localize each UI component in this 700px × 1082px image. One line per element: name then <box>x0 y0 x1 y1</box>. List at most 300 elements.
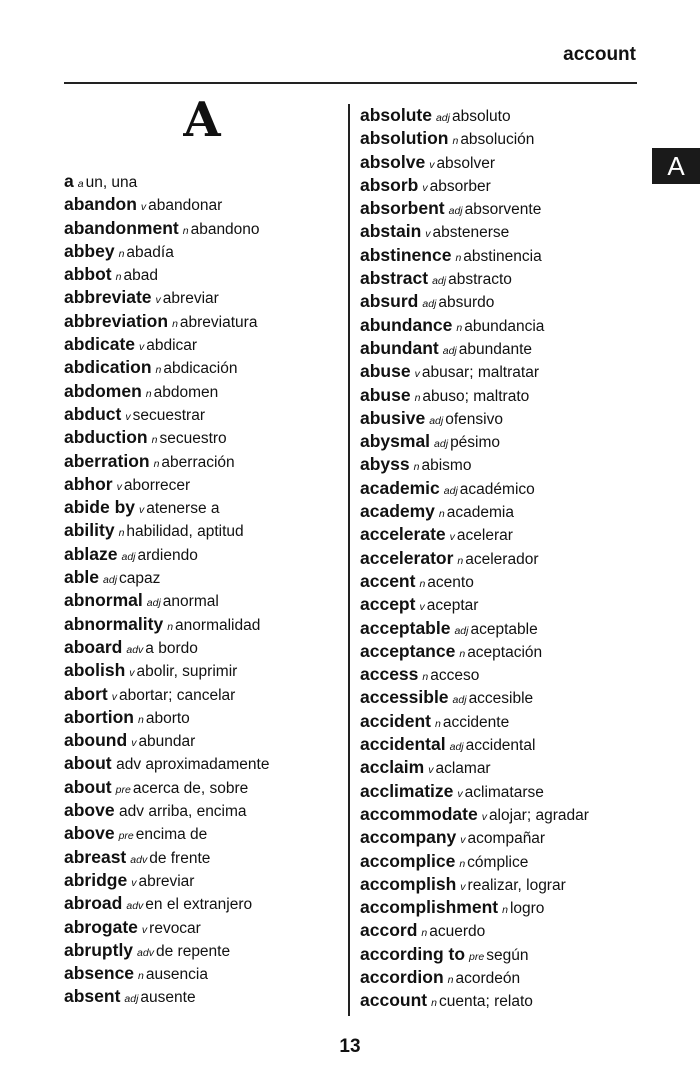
dictionary-entry <box>360 430 650 453</box>
headword: aboard <box>64 636 123 657</box>
translation: abandono <box>190 220 260 238</box>
translation: cuenta; relato <box>438 993 533 1011</box>
translation: alojar; agradar <box>488 806 589 824</box>
part-of-speech: n <box>419 577 426 590</box>
headword: about <box>64 776 112 797</box>
translation: aclimatarse <box>464 783 544 801</box>
translation: aceptación <box>467 643 543 661</box>
dictionary-entry <box>360 780 650 803</box>
part-of-speech: v <box>155 294 161 307</box>
translation: adv aproximadamente <box>116 756 270 774</box>
dictionary-entry <box>360 360 650 383</box>
dictionary-entry <box>64 286 344 309</box>
part-of-speech: adv <box>137 946 154 959</box>
part-of-speech: adv <box>126 900 144 913</box>
headword: ablaze <box>64 543 118 564</box>
headword: absolution <box>360 128 449 149</box>
part-of-speech: n <box>138 970 144 983</box>
part-of-speech: n <box>118 247 125 260</box>
headword: abruptly <box>64 939 134 960</box>
headword: according to <box>360 943 466 964</box>
headword: absolve <box>360 151 426 172</box>
part-of-speech: adj <box>443 484 458 497</box>
part-of-speech: v <box>428 764 434 777</box>
dictionary-entry <box>64 543 344 566</box>
translation: cómplice <box>467 853 529 871</box>
dictionary-entry <box>64 636 344 659</box>
headword: accommodate <box>360 803 478 824</box>
translation: aceptable <box>470 620 538 638</box>
headword: absent <box>64 986 121 1007</box>
part-of-speech: adj <box>448 205 463 218</box>
dictionary-entry <box>360 500 650 523</box>
headword: abdomen <box>64 380 142 401</box>
headword: abuse <box>360 361 411 382</box>
translation: abdomen <box>153 383 219 401</box>
translation: ofensivo <box>445 410 503 428</box>
headword: abdication <box>64 357 152 378</box>
part-of-speech: n <box>153 457 160 470</box>
dictionary-entry <box>360 756 650 779</box>
headword: accelerate <box>360 524 446 545</box>
headword: abide by <box>64 497 135 518</box>
part-of-speech: n <box>438 508 445 521</box>
part-of-speech: adj <box>103 574 118 587</box>
dictionary-entry <box>360 290 650 313</box>
headword: abuse <box>360 384 411 405</box>
part-of-speech: v <box>429 158 435 171</box>
part-of-speech: n <box>421 927 428 940</box>
dictionary-entry <box>360 733 650 756</box>
translation: acceso <box>430 667 480 685</box>
dictionary-entry <box>64 659 344 682</box>
translation: abortar; cancelar <box>119 686 236 704</box>
headword: accomplice <box>360 850 456 871</box>
translation: abreviatura <box>179 313 258 331</box>
translation: aborrecer <box>123 476 191 494</box>
dictionary-entry <box>64 613 344 636</box>
headword: absence <box>64 963 135 984</box>
headword: abbey <box>64 240 115 261</box>
right-column <box>360 104 650 1013</box>
headword: abbreviate <box>64 287 152 308</box>
dictionary-entry <box>360 151 650 174</box>
headword: abundant <box>360 337 439 358</box>
headword: abhor <box>64 473 113 494</box>
translation: acuerdo <box>429 923 486 941</box>
translation: absolver <box>436 154 496 172</box>
part-of-speech: a <box>77 178 84 190</box>
dictionary-entry <box>64 473 344 496</box>
translation: accidental <box>465 737 536 755</box>
headword: absorb <box>360 174 419 195</box>
dictionary-entry <box>64 450 344 473</box>
translation: adv arriba, encima <box>119 803 247 821</box>
part-of-speech: n <box>459 647 466 660</box>
translation: abreviar <box>138 872 195 890</box>
page-number: 13 <box>339 1036 361 1057</box>
headword: abyss <box>360 454 410 475</box>
dictionary-entry <box>64 916 344 939</box>
translation: abolir, suprimir <box>136 663 238 681</box>
translation: acento <box>427 573 474 591</box>
translation: aborto <box>145 709 190 727</box>
dictionary-entry <box>360 197 650 220</box>
part-of-speech: n <box>456 321 463 334</box>
part-of-speech: v <box>125 410 131 423</box>
headword: abandonment <box>64 217 179 238</box>
dictionary-entry <box>360 477 650 500</box>
part-of-speech: v <box>141 923 148 936</box>
translation: académico <box>459 480 535 498</box>
dictionary-entry <box>360 104 650 127</box>
part-of-speech: pre <box>115 783 131 796</box>
part-of-speech: v <box>111 690 117 703</box>
translation: acordeón <box>455 969 521 987</box>
headword: abundance <box>360 314 453 335</box>
part-of-speech: n <box>452 135 459 148</box>
translation: abandonar <box>148 197 223 215</box>
translation: abstenerse <box>432 224 510 242</box>
headword: abroad <box>64 893 123 914</box>
dictionary-entry <box>360 966 650 989</box>
headword: abdicate <box>64 334 135 355</box>
translation: según <box>486 946 529 964</box>
headword: absolute <box>360 105 432 125</box>
dictionary-entry <box>64 333 344 356</box>
translation: acelerar <box>456 527 513 545</box>
part-of-speech: v <box>460 834 466 847</box>
translation: pésimo <box>450 434 501 452</box>
headword: accident <box>360 710 431 731</box>
translation: ardiendo <box>137 546 198 564</box>
headword: above <box>64 800 115 821</box>
section-letter: A <box>183 92 221 148</box>
dictionary-entry <box>360 873 650 896</box>
translation: capaz <box>119 570 161 588</box>
dictionary-entry <box>360 407 650 430</box>
translation: abundante <box>458 340 533 358</box>
headword: accomplish <box>360 873 457 894</box>
dictionary-entry <box>64 356 344 379</box>
headword: access <box>360 664 419 685</box>
dictionary-entry <box>64 217 344 240</box>
part-of-speech: n <box>413 461 420 474</box>
headword: abnormal <box>64 590 143 611</box>
headword: abreast <box>64 846 127 867</box>
part-of-speech: n <box>455 251 462 264</box>
part-of-speech: n <box>118 527 125 540</box>
translation: absorber <box>429 177 491 195</box>
translation: a bordo <box>145 639 198 657</box>
translation: encima de <box>135 826 208 844</box>
translation: de frente <box>149 849 211 867</box>
left-column <box>64 170 344 1009</box>
dictionary-entry <box>64 380 344 403</box>
headword: abolish <box>64 660 126 681</box>
part-of-speech: adj <box>422 298 437 311</box>
headword: abstinence <box>360 244 452 265</box>
translation: academia <box>446 504 514 522</box>
headword: abusive <box>360 407 426 428</box>
headword: acclimatize <box>360 780 454 801</box>
headword: accidental <box>360 734 446 755</box>
dictionary-entry <box>64 962 344 985</box>
dictionary-entry <box>360 919 650 942</box>
part-of-speech: v <box>131 876 137 889</box>
headword: account <box>360 990 428 1011</box>
translation: abstinencia <box>463 247 542 265</box>
part-of-speech: n <box>435 717 441 730</box>
headword: acclaim <box>360 757 425 778</box>
dictionary-entry <box>360 803 650 826</box>
part-of-speech: v <box>481 810 487 823</box>
part-of-speech: adj <box>452 694 467 707</box>
translation: abstracto <box>448 271 512 289</box>
translation: abundancia <box>464 317 545 335</box>
part-of-speech: v <box>139 504 145 517</box>
part-of-speech: v <box>425 228 431 241</box>
headword: abduction <box>64 427 148 448</box>
dictionary-entry <box>64 263 344 286</box>
guide-word: account <box>563 44 636 65</box>
headword: accordion <box>360 966 444 987</box>
headword: a <box>64 171 74 191</box>
translation: secuestro <box>159 430 227 448</box>
part-of-speech: n <box>145 387 152 400</box>
headword: abandon <box>64 194 137 215</box>
part-of-speech: v <box>116 480 122 493</box>
part-of-speech: adj <box>124 993 139 1006</box>
part-of-speech: v <box>460 880 466 893</box>
part-of-speech: n <box>414 391 421 404</box>
part-of-speech: adj <box>429 414 444 427</box>
translation: aclamar <box>435 760 491 778</box>
translation: abuso; maltrato <box>422 387 530 405</box>
translation: secuestrar <box>132 406 205 424</box>
translation: anormal <box>162 593 219 611</box>
header-rule <box>64 82 637 84</box>
headword: about <box>64 753 112 774</box>
translation: abad <box>123 267 158 285</box>
dictionary-entry <box>64 822 344 845</box>
dictionary-entry <box>360 384 650 407</box>
part-of-speech: n <box>431 997 437 1010</box>
headword: accessible <box>360 687 449 708</box>
headword: abrogate <box>64 916 138 937</box>
part-of-speech: v <box>449 531 455 544</box>
dictionary-entry <box>64 706 344 729</box>
part-of-speech: adj <box>454 624 469 637</box>
translation: abadía <box>126 243 174 261</box>
headword: abound <box>64 730 128 751</box>
dictionary-entry <box>64 240 344 263</box>
headword: able <box>64 567 100 588</box>
dictionary-entry <box>64 496 344 519</box>
part-of-speech: n <box>459 857 466 870</box>
part-of-speech: adj <box>432 275 447 288</box>
dictionary-entry <box>64 729 344 752</box>
headword: abysmal <box>360 431 431 452</box>
part-of-speech: pre <box>118 830 134 843</box>
part-of-speech: adj <box>442 344 457 357</box>
dictionary-entry <box>64 566 344 589</box>
dictionary-entry <box>360 267 650 290</box>
dictionary-entry <box>360 850 650 873</box>
translation: ausente <box>140 989 196 1007</box>
translation: logro <box>509 900 545 918</box>
translation: abdicación <box>163 360 238 378</box>
dictionary-entry <box>64 869 344 892</box>
thumb-tab: A <box>652 148 700 184</box>
translation: acerca de, sobre <box>132 779 249 797</box>
dictionary-entry <box>360 710 650 733</box>
translation: en el extranjero <box>145 896 253 914</box>
headword: abstain <box>360 221 422 242</box>
translation: revocar <box>149 919 201 937</box>
translation: un, una <box>85 174 138 191</box>
translation: accesible <box>468 690 534 708</box>
dictionary-entry <box>360 663 650 686</box>
dictionary-entry <box>64 519 344 542</box>
dictionary-entry <box>360 686 650 709</box>
part-of-speech: n <box>502 904 508 917</box>
part-of-speech: v <box>139 341 145 354</box>
headword: absurd <box>360 291 419 312</box>
dictionary-entry <box>64 799 344 822</box>
translation: absoluto <box>451 108 511 125</box>
part-of-speech: n <box>172 317 178 330</box>
dictionary-entry <box>360 640 650 663</box>
dictionary-entry <box>360 337 650 360</box>
dictionary-entry <box>64 752 344 775</box>
dictionary-entry <box>360 943 650 966</box>
dictionary-entry <box>64 683 344 706</box>
part-of-speech: n <box>447 973 454 986</box>
dictionary-entry <box>360 220 650 243</box>
headword: accent <box>360 570 416 591</box>
dictionary-entry <box>360 127 650 150</box>
dictionary-entry <box>64 426 344 449</box>
translation: absorvente <box>464 201 542 219</box>
headword: abbot <box>64 264 112 285</box>
dictionary-entry <box>360 826 650 849</box>
headword: accomplishment <box>360 897 499 918</box>
headword: accompany <box>360 827 457 848</box>
dictionary-entry <box>360 593 650 616</box>
part-of-speech: n <box>155 364 162 377</box>
part-of-speech: n <box>422 671 429 684</box>
part-of-speech: adj <box>435 112 450 124</box>
headword: abortion <box>64 706 134 727</box>
part-of-speech: n <box>138 713 144 726</box>
dictionary-entry <box>360 570 650 593</box>
dictionary-entry <box>64 846 344 869</box>
part-of-speech: n <box>457 554 464 567</box>
dictionary-entry <box>360 896 650 919</box>
dictionary-entry <box>360 547 650 570</box>
translation: anormalidad <box>175 616 261 634</box>
headword: abduct <box>64 403 122 424</box>
dictionary-entry <box>64 310 344 333</box>
translation: realizar, lograr <box>467 876 566 894</box>
headword: absorbent <box>360 198 445 219</box>
translation: acelerador <box>465 550 539 568</box>
dictionary-entry <box>64 170 344 193</box>
headword: abstract <box>360 268 429 289</box>
translation: abismo <box>421 457 472 475</box>
translation: aberración <box>161 453 235 471</box>
headword: abbreviation <box>64 310 169 331</box>
headword: acceptance <box>360 640 456 661</box>
part-of-speech: adj <box>449 741 464 754</box>
headword: aberration <box>64 450 150 471</box>
part-of-speech: pre <box>469 950 485 963</box>
part-of-speech: v <box>457 787 463 800</box>
dictionary-entry <box>64 892 344 915</box>
translation: habilidad, aptitud <box>126 523 244 541</box>
headword: accord <box>360 920 418 941</box>
part-of-speech: adj <box>121 550 136 563</box>
translation: absurdo <box>438 294 495 312</box>
translation: abdicar <box>146 337 198 355</box>
headword: academy <box>360 501 435 522</box>
dictionary-entry <box>360 453 650 476</box>
headword: academic <box>360 477 440 498</box>
translation: accidente <box>442 713 510 731</box>
translation: abreviar <box>162 290 219 308</box>
dictionary-entry <box>360 174 650 197</box>
translation: aceptar <box>426 597 479 615</box>
dictionary-entry <box>64 589 344 612</box>
translation: abundar <box>138 733 196 751</box>
part-of-speech: adv <box>126 643 144 656</box>
dictionary-entry <box>360 617 650 640</box>
headword: ability <box>64 520 115 541</box>
dictionary-entry <box>64 985 344 1008</box>
translation: atenerse a <box>146 500 220 518</box>
part-of-speech: n <box>115 271 122 284</box>
headword: abort <box>64 683 108 704</box>
column-divider <box>348 104 350 1016</box>
dictionary-entry <box>64 193 344 216</box>
headword: acceptable <box>360 617 451 638</box>
dictionary-entry <box>64 776 344 799</box>
dictionary-entry <box>64 939 344 962</box>
headword: accelerator <box>360 547 454 568</box>
translation: abusar; maltratar <box>421 364 539 382</box>
dictionary-entry <box>360 989 650 1012</box>
part-of-speech: v <box>140 201 147 214</box>
dictionary-entry <box>360 244 650 267</box>
part-of-speech: n <box>167 620 174 633</box>
part-of-speech: v <box>422 181 428 194</box>
part-of-speech: n <box>182 224 189 237</box>
headword: abridge <box>64 869 128 890</box>
dictionary-entry <box>360 523 650 546</box>
part-of-speech: v <box>419 601 425 614</box>
translation: absolución <box>460 131 535 149</box>
part-of-speech: v <box>129 667 135 680</box>
translation: acompañar <box>467 830 546 848</box>
translation: ausencia <box>145 966 208 984</box>
dictionary-entry <box>64 403 344 426</box>
part-of-speech: n <box>151 434 158 447</box>
headword: abnormality <box>64 613 164 634</box>
headword: accept <box>360 594 416 615</box>
dictionary-entry <box>360 314 650 337</box>
translation: de repente <box>155 942 231 960</box>
